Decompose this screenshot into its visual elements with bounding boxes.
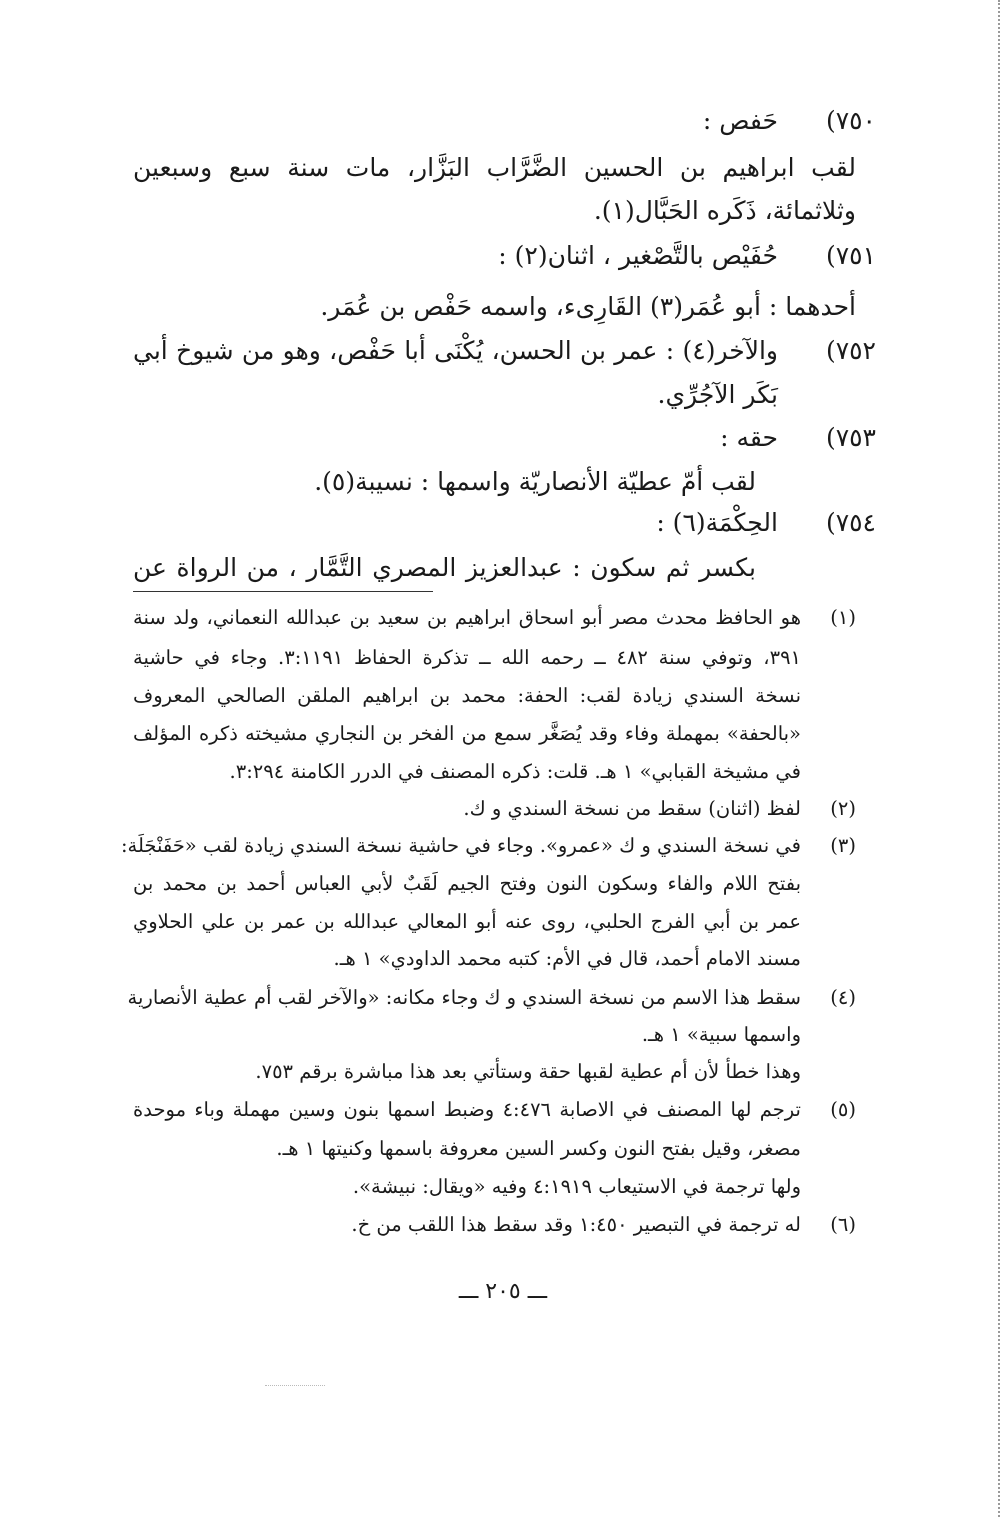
footnote-5-line-3: ولها ترجمة في الاستيعاب ٤:١٩١٩ وفيه «ويقال: نبيشة». (352, 1175, 801, 1198)
footnote-number-1: (١) (830, 606, 856, 629)
footnote-4-line-3: وهذا خطأ لأن أم عطية لقبها حقة وستأتي بعد هذا مباشرة برقم ٧٥٣. (255, 1060, 801, 1083)
footnote-1-line-4: «بالحفة» بمهملة وفاء وقد يُصَغَّر سمع من الفخر بن النجاري مشيخته ذكره المؤلف (133, 722, 801, 745)
footnote-3-line-2: بفتح اللام والفاء وسكون النون وفتح الجيم لَقَبٌ لأبي العباس أحمد بن محمد بن (133, 872, 801, 895)
entry-heading-750: حَفص : (702, 106, 778, 135)
footnote-6-line-1: له ترجمة في التبصير ١:٤٥٠ وقد سقط هذا اللقب من خ. (351, 1213, 801, 1236)
footnote-5-line-2: مصغر، وقيل بفتح النون وكسر السين معروفة باسمها وكنيتها ١ هـ. (276, 1137, 801, 1160)
footnote-number-5: (٥) (830, 1098, 856, 1121)
footnote-3-line-4: مسند الامام أحمد، قال في الأم: كتبه محمد الداودي» ١ هـ. (333, 947, 801, 970)
page-number: ـــ ٢٠٥ ـــ (458, 1279, 548, 1304)
entry-753-body: لقب أمّ عطيّة الأنصاريّة واسمها : نسيبة(٥). (314, 467, 756, 496)
entry-751-body: أحدهما : أبو عُمَر(٣) القَارِىء، واسمه حَفْص بن عُمَر. (320, 292, 856, 321)
footnote-1-line-2: ٣٩١، وتوفي سنة ٤٨٢ ــ رحمه الله ــ تذكرة الحفاظ ٣:١١٩١. وجاء في حاشية (133, 646, 802, 669)
footnote-number-4: (٤) (830, 986, 856, 1009)
entry-heading-754: الحِكْمَة(٦) : (656, 508, 778, 537)
footnote-1-line-3: نسخة السندي زيادة لقب: الحفة: محمد بن ابراهيم الملقن الصالحي المعروف (133, 684, 801, 707)
footnote-number-6: (٦) (830, 1213, 856, 1236)
entry-754-body: بكسر ثم سكون : عبدالعزيز المصري التَّمَّار ، من الرواة عن (133, 553, 756, 582)
footnote-divider (133, 591, 433, 592)
footnote-number-2: (٢) (830, 797, 856, 820)
entry-number-750: ٧٥٠) (825, 106, 876, 135)
footnote-2-line-1: لفظ (اثنان) سقط من نسخة السندي و ك. (463, 797, 801, 820)
footnote-4-line-2: واسمها سبية» ١ هـ. (641, 1023, 801, 1046)
footnote-4-line-1: سقط هذا الاسم من نسخة السندي و ك وجاء مكانه: «والآخر لقب أم عطية الأنصارية (127, 986, 801, 1009)
footnote-3-line-3: عمر بن أبي الفرج الحلبي، روى عنه أبو المعالي عبدالله بن عمر بن علي الحلاوي (133, 910, 801, 933)
entry-heading-751: حُفَيْص بالتَّصْغير ، اثنان(٢) : (498, 241, 778, 270)
entry-number-751: ٧٥١) (825, 241, 876, 270)
entry-750-body-line-2: وثلاثمائة، ذَكَره الحَبَّال(١). (593, 196, 856, 225)
entry-750-body-line-1: لقب ابراهيم بن الحسين الضَّرَّاب البَزَّار، مات سنة سبع وسبعين (133, 153, 856, 182)
footnote-1-line-5: في مشيخة القبابي» ١ هـ. قلت: ذكره المصنف في الدرر الكامنة ٣:٢٩٤. (229, 760, 801, 783)
footnote-5-line-1: ترجم لها المصنف في الاصابة ٤:٤٧٦ وضبط اسمها بنون وسين مهملة وباء موحدة (133, 1098, 801, 1121)
entry-heading-753: حقه : (720, 423, 778, 452)
entry-number-753: ٧٥٣) (825, 423, 876, 452)
footnote-3-line-1: في نسخة السندي و ك «عمرو». وجاء في حاشية نسخة السندي زيادة لقب «حَفَنْجَلَة: (120, 834, 801, 857)
entry-number-752: ٧٥٢) (825, 336, 876, 365)
scan-speck (265, 1385, 325, 1386)
footnote-number-3: (٣) (830, 834, 856, 857)
footnote-1-line-1: هو الحافظ محدث مصر أبو اسحاق ابراهيم بن سعيد بن عبدالله النعماني، ولد سنة (133, 606, 801, 629)
entry-heading-752: والآخر(٤) : عمر بن الحسن، يُكْنَى أبا حَفْص، وهو من شيوخ أبي (133, 336, 778, 365)
entry-number-754: ٧٥٤) (825, 508, 876, 537)
entry-752-continuation: بَكَر الآجُرِّي. (657, 380, 778, 409)
